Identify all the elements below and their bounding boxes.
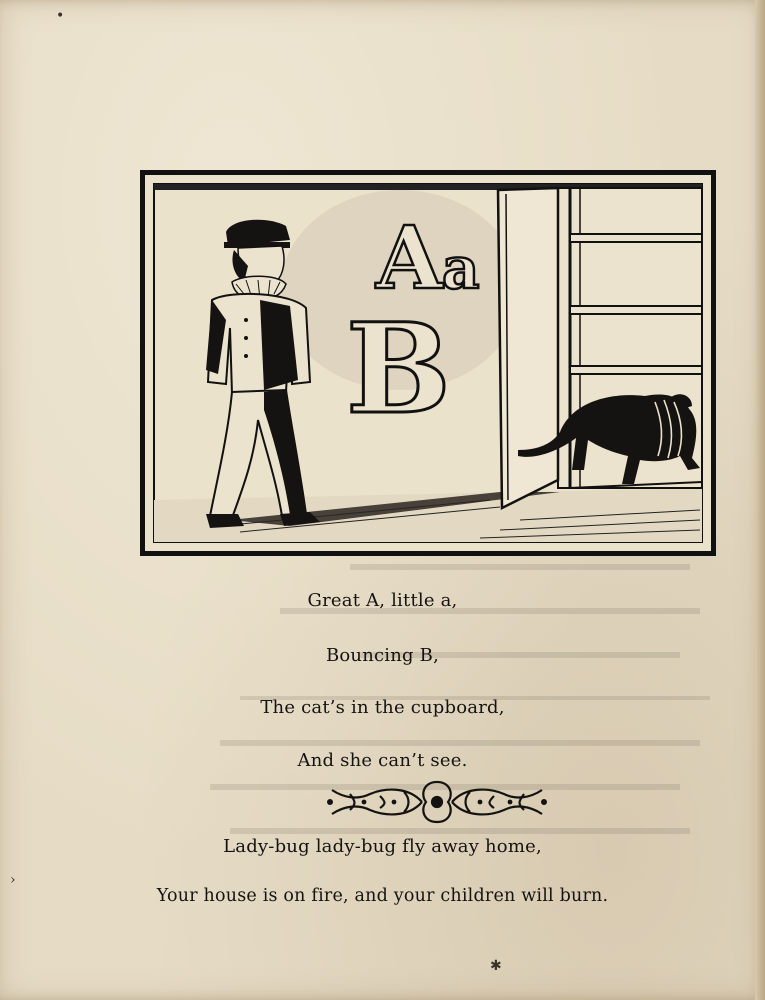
verse-line-2: Bouncing B, (325, 645, 440, 666)
speck-mark-icon: • (56, 8, 65, 24)
scroll-flourish-divider-icon (320, 776, 554, 828)
letter-small-a: a (442, 234, 480, 302)
letter-big-a: A (376, 208, 443, 309)
verse-line-1: Great A, little a, (307, 590, 458, 611)
cupboard-door (498, 188, 558, 508)
letter-big-b: B (346, 297, 451, 442)
verse-line-4: And she can’t see. (297, 750, 468, 771)
verse-line-6: Your house is on fire, and your children will burn. (156, 886, 609, 906)
speck-mark-icon: › (10, 872, 16, 888)
verse-line-5: Lady-bug lady-bug fly away home, (223, 836, 542, 857)
fleuron-asterisk-icon: ✱ (490, 958, 502, 974)
verse-line-3: The cat’s in the cupboard, (260, 697, 505, 718)
woodcut-illustration (140, 170, 716, 556)
